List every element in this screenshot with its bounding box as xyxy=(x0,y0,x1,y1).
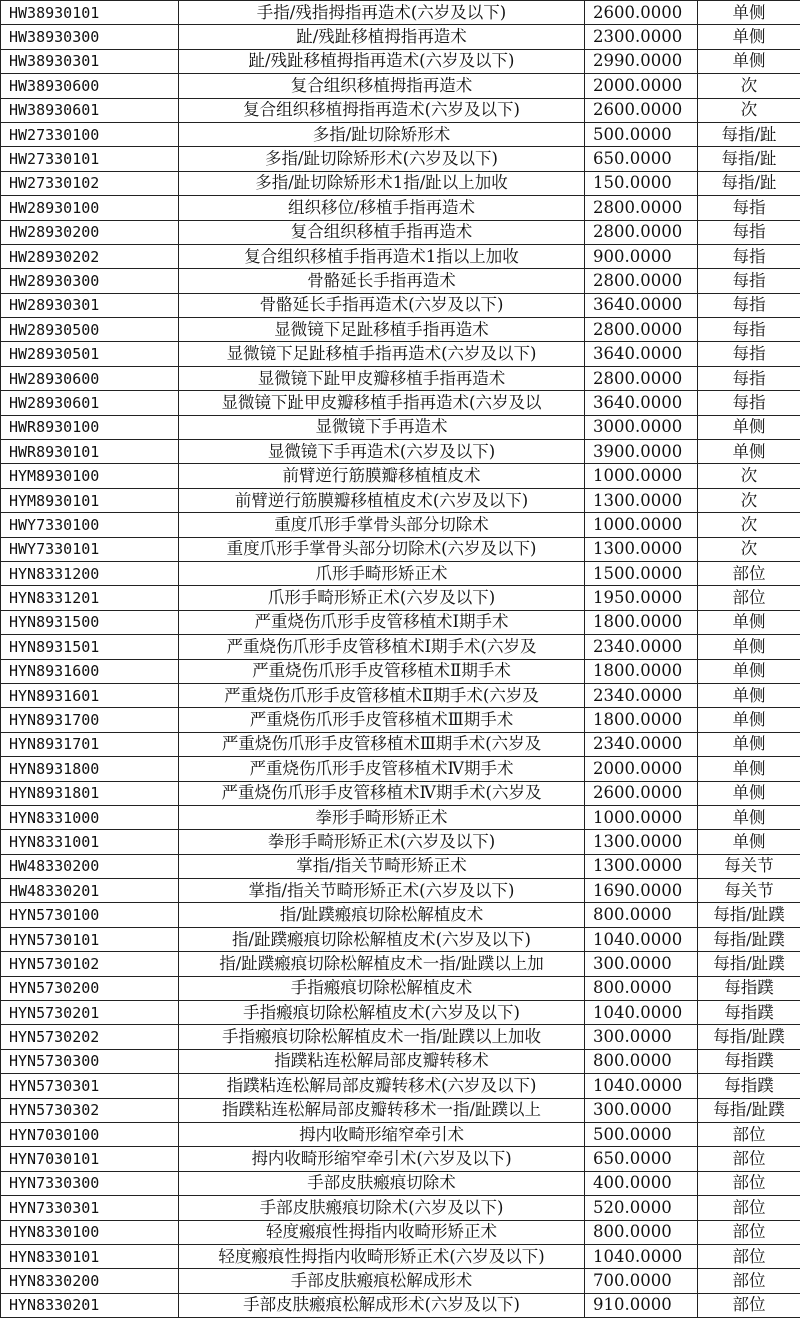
unit-cell: 次 xyxy=(698,74,800,98)
item-name-cell: 多指/趾切除矫形术1指/趾以上加收 xyxy=(179,171,585,195)
unit-cell: 每指/趾 xyxy=(698,171,800,195)
item-name-cell: 指/趾蹼瘢痕切除松解植皮术一指/趾蹼以上加 xyxy=(179,952,585,976)
table-row xyxy=(1,220,800,244)
price-cell: 2000.0000 xyxy=(585,74,698,98)
price-cell: 2000.0000 xyxy=(585,757,698,781)
unit-cell: 部位 xyxy=(698,586,800,610)
item-code-cell: HYN5730301 xyxy=(1,1074,179,1098)
item-name-cell: 掌指/指关节畸形矫正术(六岁及以下) xyxy=(179,879,585,903)
unit-cell: 每指蹼 xyxy=(698,976,800,1000)
price-cell: 2990.0000 xyxy=(585,49,698,73)
item-name-cell: 复合组织移植拇指再造术(六岁及以下) xyxy=(179,98,585,122)
item-name-cell: 指/趾蹼瘢痕切除松解植皮术 xyxy=(179,903,585,927)
item-name-cell: 严重烧伤爪形手皮管移植术Ⅰ期手术(六岁及 xyxy=(179,635,585,659)
item-name-cell: 显微镜下足趾移植手指再造术(六岁及以下) xyxy=(179,342,585,366)
unit-cell: 每指 xyxy=(698,220,800,244)
item-name-cell: 前臂逆行筋膜瓣移植植皮术 xyxy=(179,464,585,488)
unit-cell: 次 xyxy=(698,464,800,488)
unit-cell: 部位 xyxy=(698,1269,800,1293)
unit-cell: 单侧 xyxy=(698,781,800,805)
table-row xyxy=(1,1196,800,1220)
price-cell: 3000.0000 xyxy=(585,415,698,439)
unit-cell: 部位 xyxy=(698,1171,800,1195)
item-name-cell: 重度爪形手掌骨头部分切除术 xyxy=(179,513,585,537)
unit-cell: 每指 xyxy=(698,196,800,220)
price-cell: 1800.0000 xyxy=(585,610,698,634)
item-name-cell: 显微镜下趾甲皮瓣移植手指再造术(六岁及以 xyxy=(179,391,585,415)
item-name-cell: 轻度瘢痕性拇指内收畸形矫正术 xyxy=(179,1220,585,1244)
price-cell: 300.0000 xyxy=(585,1025,698,1049)
item-name-cell: 手指/残指拇指再造术(六岁及以下) xyxy=(179,1,585,25)
item-code-cell: HW28930300 xyxy=(1,269,179,293)
item-code-cell: HYN5730100 xyxy=(1,903,179,927)
item-code-cell: HYN8331201 xyxy=(1,586,179,610)
item-code-cell: HW28930501 xyxy=(1,342,179,366)
price-cell: 2800.0000 xyxy=(585,318,698,342)
price-cell: 800.0000 xyxy=(585,903,698,927)
unit-cell: 部位 xyxy=(698,1293,800,1317)
price-cell: 1040.0000 xyxy=(585,1244,698,1268)
table-row xyxy=(1,610,800,634)
price-cell: 2800.0000 xyxy=(585,220,698,244)
item-code-cell: HYN5730102 xyxy=(1,952,179,976)
price-cell: 1500.0000 xyxy=(585,561,698,585)
item-code-cell: HYN8331200 xyxy=(1,561,179,585)
item-code-cell: HYN7330301 xyxy=(1,1196,179,1220)
item-code-cell: HW38930300 xyxy=(1,25,179,49)
item-code-cell: HYN8931500 xyxy=(1,610,179,634)
item-code-cell: HYN5730201 xyxy=(1,1001,179,1025)
unit-cell: 每指蹼 xyxy=(698,1074,800,1098)
item-code-cell: HYN8931700 xyxy=(1,708,179,732)
table-row xyxy=(1,269,800,293)
item-name-cell: 指蹼粘连松解局部皮瓣转移术一指/趾蹼以上 xyxy=(179,1098,585,1122)
price-cell: 2600.0000 xyxy=(585,98,698,122)
price-cell: 1800.0000 xyxy=(585,708,698,732)
table-row xyxy=(1,903,800,927)
item-name-cell: 手指瘢痕切除松解植皮术(六岁及以下) xyxy=(179,1001,585,1025)
price-cell: 2600.0000 xyxy=(585,781,698,805)
table-row xyxy=(1,781,800,805)
price-cell: 500.0000 xyxy=(585,122,698,146)
unit-cell: 部位 xyxy=(698,1147,800,1171)
unit-cell: 部位 xyxy=(698,1220,800,1244)
table-row xyxy=(1,952,800,976)
item-name-cell: 指蹼粘连松解局部皮瓣转移术 xyxy=(179,1049,585,1073)
item-name-cell: 趾/残趾移植拇指再造术(六岁及以下) xyxy=(179,49,585,73)
item-name-cell: 多指/趾切除矫形术 xyxy=(179,122,585,146)
item-name-cell: 骨骼延长手指再造术(六岁及以下) xyxy=(179,293,585,317)
item-code-cell: HYN8931501 xyxy=(1,635,179,659)
table-row xyxy=(1,98,800,122)
table-row xyxy=(1,513,800,537)
price-cell: 2800.0000 xyxy=(585,269,698,293)
item-code-cell: HW28930100 xyxy=(1,196,179,220)
item-name-cell: 复合组织移植手指再造术 xyxy=(179,220,585,244)
item-name-cell: 复合组织移植拇指再造术 xyxy=(179,74,585,98)
table-row xyxy=(1,586,800,610)
item-name-cell: 爪形手畸形矫正术 xyxy=(179,561,585,585)
item-code-cell: HYN5730101 xyxy=(1,927,179,951)
table-row xyxy=(1,732,800,756)
table-row xyxy=(1,1122,800,1146)
price-cell: 800.0000 xyxy=(585,976,698,1000)
item-name-cell: 手指瘢痕切除松解植皮术一指/趾蹼以上加收 xyxy=(179,1025,585,1049)
table-row xyxy=(1,147,800,171)
unit-cell: 每指 xyxy=(698,269,800,293)
price-cell: 800.0000 xyxy=(585,1049,698,1073)
item-code-cell: HYN8931801 xyxy=(1,781,179,805)
unit-cell: 单侧 xyxy=(698,830,800,854)
item-name-cell: 手部皮肤瘢痕切除术(六岁及以下) xyxy=(179,1196,585,1220)
item-name-cell: 手部皮肤瘢痕松解成形术(六岁及以下) xyxy=(179,1293,585,1317)
unit-cell: 每指蹼 xyxy=(698,1049,800,1073)
item-code-cell: HWR8930101 xyxy=(1,440,179,464)
item-code-cell: HYN5730200 xyxy=(1,976,179,1000)
item-code-cell: HYN8330100 xyxy=(1,1220,179,1244)
table-row xyxy=(1,196,800,220)
price-cell: 1300.0000 xyxy=(585,488,698,512)
item-name-cell: 手部皮肤瘢痕松解成形术 xyxy=(179,1269,585,1293)
item-name-cell: 严重烧伤爪形手皮管移植术Ⅱ期手术(六岁及 xyxy=(179,683,585,707)
item-name-cell: 严重烧伤爪形手皮管移植术Ⅲ期手术(六岁及 xyxy=(179,732,585,756)
unit-cell: 单侧 xyxy=(698,805,800,829)
item-name-cell: 骨骼延长手指再造术 xyxy=(179,269,585,293)
price-cell: 400.0000 xyxy=(585,1171,698,1195)
item-code-cell: HW28930200 xyxy=(1,220,179,244)
unit-cell: 每指 xyxy=(698,366,800,390)
item-code-cell: HW28930301 xyxy=(1,293,179,317)
item-code-cell: HWY7330100 xyxy=(1,513,179,537)
table-row xyxy=(1,1001,800,1025)
price-cell: 1300.0000 xyxy=(585,854,698,878)
unit-cell: 次 xyxy=(698,513,800,537)
item-name-cell: 组织移位/移植手指再造术 xyxy=(179,196,585,220)
table-row xyxy=(1,244,800,268)
unit-cell: 每指/趾 xyxy=(698,147,800,171)
item-code-cell: HYN5730202 xyxy=(1,1025,179,1049)
table-row xyxy=(1,1049,800,1073)
item-name-cell: 指蹼粘连松解局部皮瓣转移术(六岁及以下) xyxy=(179,1074,585,1098)
item-code-cell: HYN8331001 xyxy=(1,830,179,854)
table-row xyxy=(1,537,800,561)
price-cell: 1950.0000 xyxy=(585,586,698,610)
unit-cell: 每关节 xyxy=(698,854,800,878)
item-name-cell: 显微镜下手再造术(六岁及以下) xyxy=(179,440,585,464)
table-row xyxy=(1,464,800,488)
table-row xyxy=(1,342,800,366)
table-row xyxy=(1,1025,800,1049)
unit-cell: 每指/趾蹼 xyxy=(698,952,800,976)
unit-cell: 每关节 xyxy=(698,879,800,903)
price-cell: 3640.0000 xyxy=(585,391,698,415)
item-name-cell: 爪形手畸形矫正术(六岁及以下) xyxy=(179,586,585,610)
item-code-cell: HW38930601 xyxy=(1,98,179,122)
item-code-cell: HYN8331000 xyxy=(1,805,179,829)
item-code-cell: HYN8931601 xyxy=(1,683,179,707)
table-row xyxy=(1,659,800,683)
unit-cell: 单侧 xyxy=(698,635,800,659)
item-name-cell: 严重烧伤爪形手皮管移植术Ⅲ期手术 xyxy=(179,708,585,732)
table-row xyxy=(1,391,800,415)
item-code-cell: HWR8930100 xyxy=(1,415,179,439)
unit-cell: 次 xyxy=(698,488,800,512)
table-row xyxy=(1,293,800,317)
table-row xyxy=(1,1098,800,1122)
table-row xyxy=(1,49,800,73)
item-name-cell: 掌指/指关节畸形矫正术 xyxy=(179,854,585,878)
unit-cell: 部位 xyxy=(698,1122,800,1146)
price-cell: 2340.0000 xyxy=(585,635,698,659)
item-code-cell: HW38930101 xyxy=(1,1,179,25)
price-cell: 3640.0000 xyxy=(585,342,698,366)
unit-cell: 单侧 xyxy=(698,440,800,464)
unit-cell: 单侧 xyxy=(698,610,800,634)
unit-cell: 部位 xyxy=(698,1244,800,1268)
price-cell: 300.0000 xyxy=(585,952,698,976)
price-cell: 900.0000 xyxy=(585,244,698,268)
item-name-cell: 严重烧伤爪形手皮管移植术Ⅰ期手术 xyxy=(179,610,585,634)
unit-cell: 每指/趾蹼 xyxy=(698,903,800,927)
fee-table-body xyxy=(1,1,800,1318)
item-name-cell: 指/趾蹼瘢痕切除松解植皮术(六岁及以下) xyxy=(179,927,585,951)
item-name-cell: 趾/残趾移植拇指再造术 xyxy=(179,25,585,49)
table-row xyxy=(1,1269,800,1293)
price-cell: 2800.0000 xyxy=(585,196,698,220)
unit-cell: 单侧 xyxy=(698,732,800,756)
table-row xyxy=(1,1147,800,1171)
price-cell: 2300.0000 xyxy=(585,25,698,49)
table-row xyxy=(1,976,800,1000)
table-row xyxy=(1,635,800,659)
item-name-cell: 拳形手畸形矫正术(六岁及以下) xyxy=(179,830,585,854)
item-code-cell: HW28930500 xyxy=(1,318,179,342)
item-name-cell: 显微镜下手再造术 xyxy=(179,415,585,439)
table-row xyxy=(1,1293,800,1317)
item-code-cell: HW38930301 xyxy=(1,49,179,73)
item-code-cell: HYN8330200 xyxy=(1,1269,179,1293)
table-row xyxy=(1,708,800,732)
item-name-cell: 重度爪形手掌骨头部分切除术(六岁及以下) xyxy=(179,537,585,561)
item-code-cell: HYN8330101 xyxy=(1,1244,179,1268)
unit-cell: 每指 xyxy=(698,244,800,268)
price-cell: 520.0000 xyxy=(585,1196,698,1220)
item-name-cell: 前臂逆行筋膜瓣移植植皮术(六岁及以下) xyxy=(179,488,585,512)
price-cell: 3640.0000 xyxy=(585,293,698,317)
table-row xyxy=(1,927,800,951)
item-name-cell: 拳形手畸形矫正术 xyxy=(179,805,585,829)
item-code-cell: HW28930600 xyxy=(1,366,179,390)
price-cell: 1800.0000 xyxy=(585,659,698,683)
item-name-cell: 复合组织移植手指再造术1指以上加收 xyxy=(179,244,585,268)
unit-cell: 每指 xyxy=(698,391,800,415)
item-name-cell: 拇内收畸形缩窄牵引术 xyxy=(179,1122,585,1146)
price-cell: 800.0000 xyxy=(585,1220,698,1244)
price-cell: 2600.0000 xyxy=(585,1,698,25)
item-name-cell: 严重烧伤爪形手皮管移植术Ⅱ期手术 xyxy=(179,659,585,683)
price-cell: 1000.0000 xyxy=(585,513,698,537)
table-row xyxy=(1,561,800,585)
item-code-cell: HYN5730302 xyxy=(1,1098,179,1122)
item-name-cell: 严重烧伤爪形手皮管移植术Ⅳ期手术(六岁及 xyxy=(179,781,585,805)
item-code-cell: HYN5730300 xyxy=(1,1049,179,1073)
item-name-cell: 显微镜下趾甲皮瓣移植手指再造术 xyxy=(179,366,585,390)
table-row xyxy=(1,1244,800,1268)
item-code-cell: HYN8931701 xyxy=(1,732,179,756)
table-row xyxy=(1,830,800,854)
unit-cell: 单侧 xyxy=(698,415,800,439)
price-cell: 1000.0000 xyxy=(585,805,698,829)
price-cell: 1040.0000 xyxy=(585,1074,698,1098)
item-code-cell: HYN7030100 xyxy=(1,1122,179,1146)
table-row xyxy=(1,805,800,829)
unit-cell: 部位 xyxy=(698,1196,800,1220)
table-row xyxy=(1,1220,800,1244)
price-cell: 1300.0000 xyxy=(585,537,698,561)
unit-cell: 单侧 xyxy=(698,757,800,781)
item-code-cell: HYM8930101 xyxy=(1,488,179,512)
item-code-cell: HYN8931600 xyxy=(1,659,179,683)
price-cell: 2340.0000 xyxy=(585,683,698,707)
price-cell: 1040.0000 xyxy=(585,1001,698,1025)
unit-cell: 每指/趾 xyxy=(698,122,800,146)
item-name-cell: 显微镜下足趾移植手指再造术 xyxy=(179,318,585,342)
unit-cell: 单侧 xyxy=(698,49,800,73)
item-name-cell: 严重烧伤爪形手皮管移植术Ⅳ期手术 xyxy=(179,757,585,781)
item-name-cell: 拇内收畸形缩窄牵引术(六岁及以下) xyxy=(179,1147,585,1171)
item-code-cell: HYM8930100 xyxy=(1,464,179,488)
unit-cell: 每指 xyxy=(698,342,800,366)
item-code-cell: HW28930601 xyxy=(1,391,179,415)
price-cell: 650.0000 xyxy=(585,1147,698,1171)
unit-cell: 单侧 xyxy=(698,659,800,683)
unit-cell: 每指/趾蹼 xyxy=(698,1098,800,1122)
price-cell: 700.0000 xyxy=(585,1269,698,1293)
unit-cell: 单侧 xyxy=(698,683,800,707)
unit-cell: 单侧 xyxy=(698,708,800,732)
item-code-cell: HW38930600 xyxy=(1,74,179,98)
item-code-cell: HYN7030101 xyxy=(1,1147,179,1171)
price-cell: 1000.0000 xyxy=(585,464,698,488)
table-row xyxy=(1,415,800,439)
item-code-cell: HW28930202 xyxy=(1,244,179,268)
item-code-cell: HYN8330201 xyxy=(1,1293,179,1317)
unit-cell: 次 xyxy=(698,537,800,561)
item-name-cell: 轻度瘢痕性拇指内收畸形矫正术(六岁及以下) xyxy=(179,1244,585,1268)
price-cell: 300.0000 xyxy=(585,1098,698,1122)
item-code-cell: HW48330201 xyxy=(1,879,179,903)
table-row xyxy=(1,318,800,342)
table-row xyxy=(1,757,800,781)
table-row xyxy=(1,25,800,49)
price-cell: 650.0000 xyxy=(585,147,698,171)
price-cell: 3900.0000 xyxy=(585,440,698,464)
item-code-cell: HW48330200 xyxy=(1,854,179,878)
table-row xyxy=(1,1,800,25)
item-code-cell: HW27330102 xyxy=(1,171,179,195)
table-row xyxy=(1,122,800,146)
item-code-cell: HYN7330300 xyxy=(1,1171,179,1195)
table-row xyxy=(1,1171,800,1195)
price-cell: 500.0000 xyxy=(585,1122,698,1146)
unit-cell: 部位 xyxy=(698,561,800,585)
item-code-cell: HWY7330101 xyxy=(1,537,179,561)
unit-cell: 每指 xyxy=(698,293,800,317)
unit-cell: 单侧 xyxy=(698,1,800,25)
item-name-cell: 多指/趾切除矫形术(六岁及以下) xyxy=(179,147,585,171)
unit-cell: 每指/趾蹼 xyxy=(698,1025,800,1049)
table-row xyxy=(1,879,800,903)
table-row xyxy=(1,171,800,195)
price-cell: 2800.0000 xyxy=(585,366,698,390)
item-name-cell: 手部皮肤瘢痕切除术 xyxy=(179,1171,585,1195)
unit-cell: 次 xyxy=(698,98,800,122)
item-code-cell: HW27330100 xyxy=(1,122,179,146)
unit-cell: 单侧 xyxy=(698,25,800,49)
price-cell: 1690.0000 xyxy=(585,879,698,903)
price-cell: 2340.0000 xyxy=(585,732,698,756)
price-cell: 910.0000 xyxy=(585,1293,698,1317)
unit-cell: 每指 xyxy=(698,318,800,342)
table-row xyxy=(1,683,800,707)
table-row xyxy=(1,488,800,512)
item-code-cell: HYN8931800 xyxy=(1,757,179,781)
item-name-cell: 手指瘢痕切除松解植皮术 xyxy=(179,976,585,1000)
table-row xyxy=(1,1074,800,1098)
table-row xyxy=(1,440,800,464)
price-cell: 1040.0000 xyxy=(585,927,698,951)
unit-cell: 每指蹼 xyxy=(698,1001,800,1025)
table-row xyxy=(1,366,800,390)
item-code-cell: HW27330101 xyxy=(1,147,179,171)
price-cell: 1300.0000 xyxy=(585,830,698,854)
unit-cell: 每指/趾蹼 xyxy=(698,927,800,951)
table-row xyxy=(1,854,800,878)
table-row xyxy=(1,74,800,98)
price-cell: 150.0000 xyxy=(585,171,698,195)
